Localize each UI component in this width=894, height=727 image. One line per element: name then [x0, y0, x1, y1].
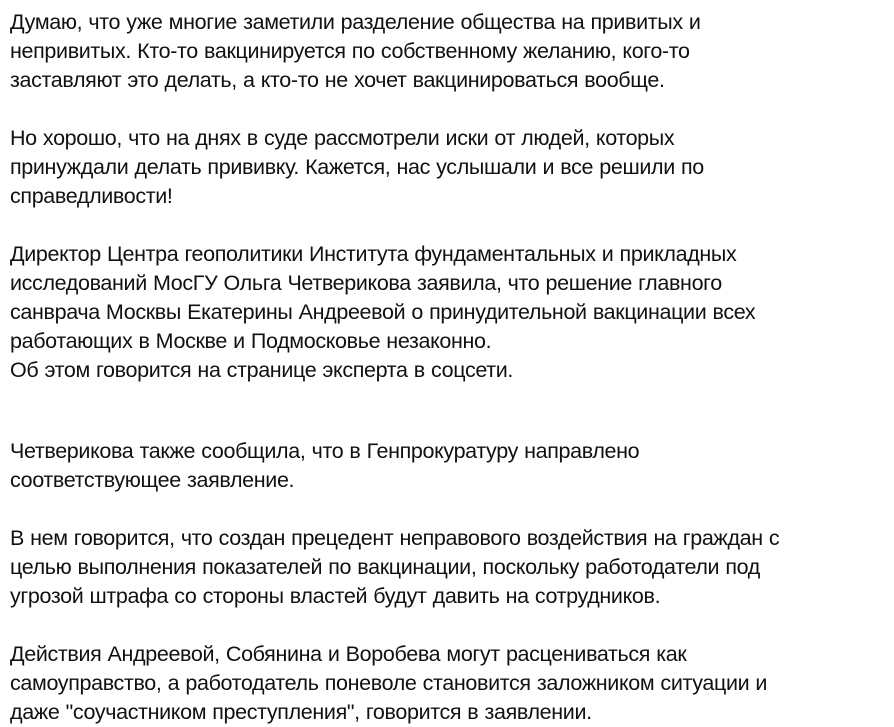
paragraph-spacer [10, 611, 886, 640]
paragraph-precedent: В нем говорится, что создан прецедент неправового воздействия на граждан с целью выполнения показателей по вакцинации, поскольку работодатели под угрозой штрафа со стороны властей будут давить на сотрудников. [10, 526, 780, 608]
paragraph-intro: Думаю, что уже многие заметили разделение общества на привитых и непривитых. Кто-то вакцинируется по собственному желанию, кого-то заставляют это делать, а кто-то не хочет вакцинироваться вообще. [10, 10, 701, 92]
paragraph-court: Но хорошо, что на днях в суде рассмотрели иски от людей, которых принуждали делать прививку. Кажется, нас услышали и все решили по справедливости! [10, 126, 704, 208]
paragraph-conclusion: Действия Андреевой, Собянина и Воробева могут расцениваться как самоуправство, а работодатель поневоле становится заложником ситуации и даже "соучастником преступления", говорится в заявлении. [10, 642, 768, 724]
article-body [10, 8, 886, 727]
paragraph-prosecutor: Четверикова также сообщила, что в Генпрокуратуру направлено соответствующее заявление. [10, 439, 640, 492]
paragraph-director-statement: Директор Центра геополитики Института фундаментальных и прикладных исследований МосГУ Ольга Четверикова заявила, что решение главного санврача Москвы Екатерины Андреевой о принудительной вакцинации всех работающих в Москве и Подмосковье незаконно. Об этом говорится на странице эксперта в соцсети. [10, 242, 756, 382]
paragraph-spacer [10, 211, 886, 240]
paragraph-spacer [10, 95, 886, 124]
paragraph-spacer [10, 495, 886, 524]
paragraph-spacer [10, 385, 886, 437]
